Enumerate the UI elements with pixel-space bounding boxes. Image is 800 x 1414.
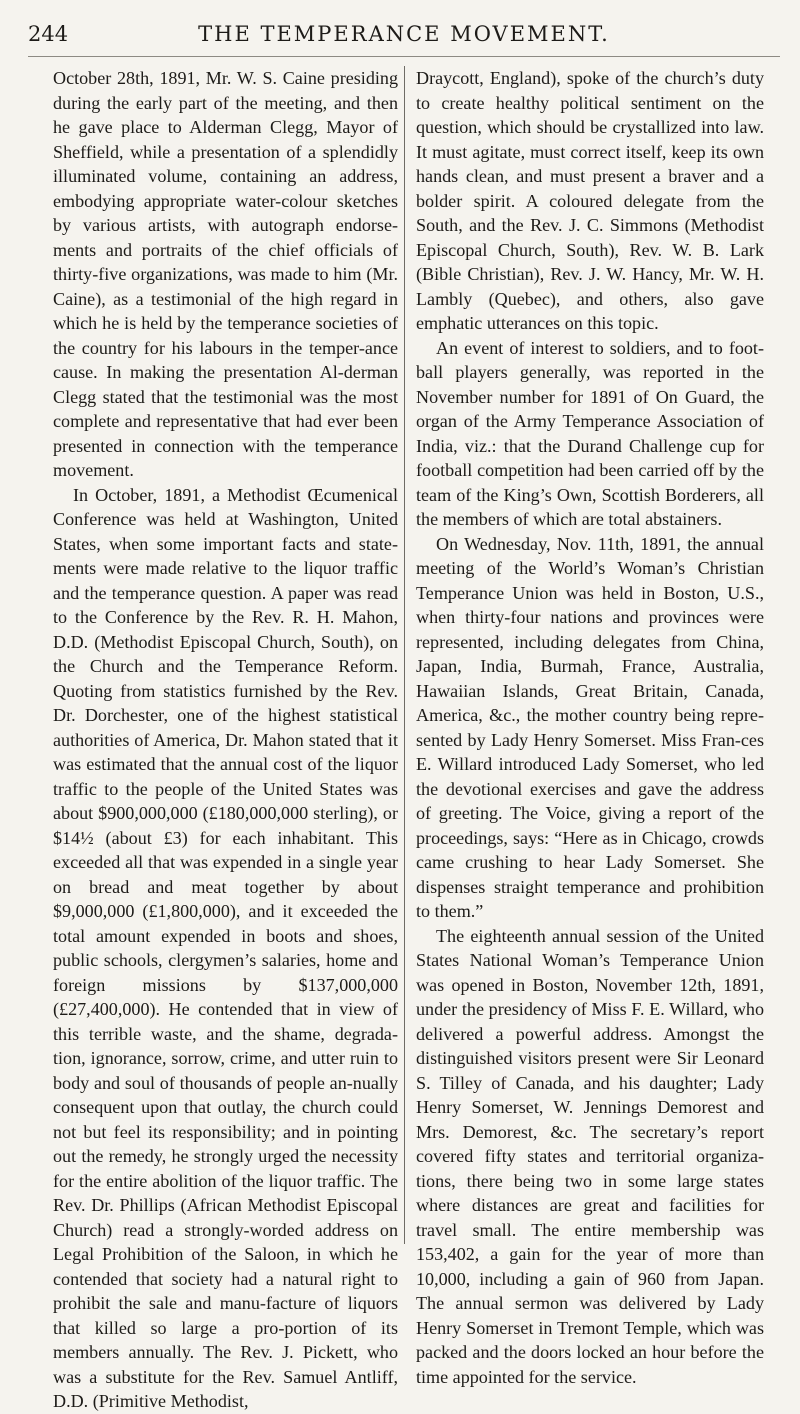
page-number: 244 <box>28 22 69 46</box>
column-divider <box>404 66 405 1244</box>
right-column <box>416 66 764 1389</box>
paragraph: An event of interest to soldiers, and to foot-ball players generally, was reported in the November number for 1891 of On Guard, the organ of the Army Temperance Association of India, viz.: that the Durand Challenge cup for football competition had been carried off by the team of the King’s Own, Scottish Borderers, all the members of which are total abstainers. <box>416 337 764 529</box>
page-header <box>28 8 780 57</box>
paragraph: In October, 1891, a Methodist Œcumenical Conference was held at Washington, United States, when some important facts and state-ments were made relative to the liquor traffic and the temperance question. A paper was read to the Conference by the Rev. R. H. Mahon, D.D. (Methodist Episcopal Church, South), on the Church and the Temperance Reform. Quoting from statistics furnished by the Rev. Dr. Dorchester, one of the highest statistical authorities of America, Dr. Mahon stated that it was estimated that the annual cost of the liquor traffic to the people of the United States was about $900,000,000 (£180,000,000 sterling), or $14½ (about £3) for each inhabitant. This exceeded all that was expended in a single year on bread and meat together by about $9,000,000 (£1,800,000), and it exceeded the total amount expended in boots and shoes, public schools, clergymen’s salaries, home and foreign missions by $137,000,000 (£27,400,000). He contended that in view of this terrible waste, and the shame, degrada-tion, ignorance, sorrow, crime, and utter ruin to body and soul of thousands of people an-nually consequent upon that outlay, the church could not but feel its responsibility; and in pointing out the remedy, he strongly urged the necessity for the entire abolition of the liquor traffic. The Rev. Dr. Phillips (African Methodist Episcopal Church) read a strongly-worded address on Legal Prohibition of the Saloon, in which he contended that society had a natural right to prohibit the sale and manu-facture of liquors that killed so large a pro-portion of its members annually. The Rev. J. Pickett, who was a substitute for the Rev. Samuel Antliff, D.D. (Primitive Methodist, <box>53 484 398 1411</box>
paragraph: The eighteenth annual session of the United States National Woman’s Temperance Union was opened in Boston, November 12th, 1891, under the presidency of Miss F. E. Willard, who delivered a powerful address. Amongst the distinguished visitors present were Sir Leonard S. Tilley of Canada, and his daughter; Lady Henry Somerset, W. Jennings Demorest and Mrs. Demorest, &c. The secretary’s report covered fifty states and territorial organiza-tions, there being two in some large states where distances are great and facilities for travel small. The entire membership was 153,402, a gain for the year of more than 10,000, including a gain of 960 from Japan. The annual sermon was delivered by Lady Henry Somerset in Tremont Temple, which was packed and the doors locked an hour before the time appointed for the service. <box>416 925 764 1387</box>
paragraph: On Wednesday, Nov. 11th, 1891, the annual meeting of the World’s Woman’s Christian Temperance Union was held in Boston, U.S., when thirty-four nations and provinces were represented, including delegates from China, Japan, India, Burmah, France, Australia, Hawaiian Islands, Great Britain, Canada, America, &c., the mother country being repre-sented by Lady Henry Somerset. Miss Fran-ces E. Willard introduced Lady Somerset, who led the devotional exercises and gave the address of greeting. The Voice, giving a report of the proceedings, says: “Here as in Chicago, crowds came crushing to hear Lady Somerset. She dispenses straight temperance and prohibition to them.” <box>416 533 764 921</box>
paragraph: Draycott, England), spoke of the church’s duty to create healthy political sentiment on the question, which should be crystallized into law. It must agitate, must correct itself, keep its own hands clean, and must present a braver and a bolder spirit. A coloured delegate from the South, and the Rev. J. C. Simmons (Methodist Episcopal Church, South), Rev. W. B. Lark (Bible Christian), Rev. J. W. Hancy, Mr. W. H. Lambly (Quebec), and others, also gave emphatic utterances on this topic. <box>416 68 764 333</box>
left-column <box>53 66 398 1414</box>
running-title: THE TEMPERANCE MOVEMENT. <box>198 22 610 46</box>
paragraph: October 28th, 1891, Mr. W. S. Caine presiding during the early part of the meeting, and then he gave place to Alderman Clegg, Mayor of Sheffield, while a presentation of a splendidly illuminated volume, containing an address, embodying appropriate water-colour sketches by various artists, with autograph endorse-ments and portraits of the chief officials of thirty-five organizations, was made to him (Mr. Caine), as a testimonial of the high regard in which he is held by the temperance societies of the country for his labours in the temper-ance cause. In making the presentation Al-derman Clegg stated that the testimonial was the most complete and representative that had ever been presented in connection with the temperance movement. <box>53 68 398 480</box>
